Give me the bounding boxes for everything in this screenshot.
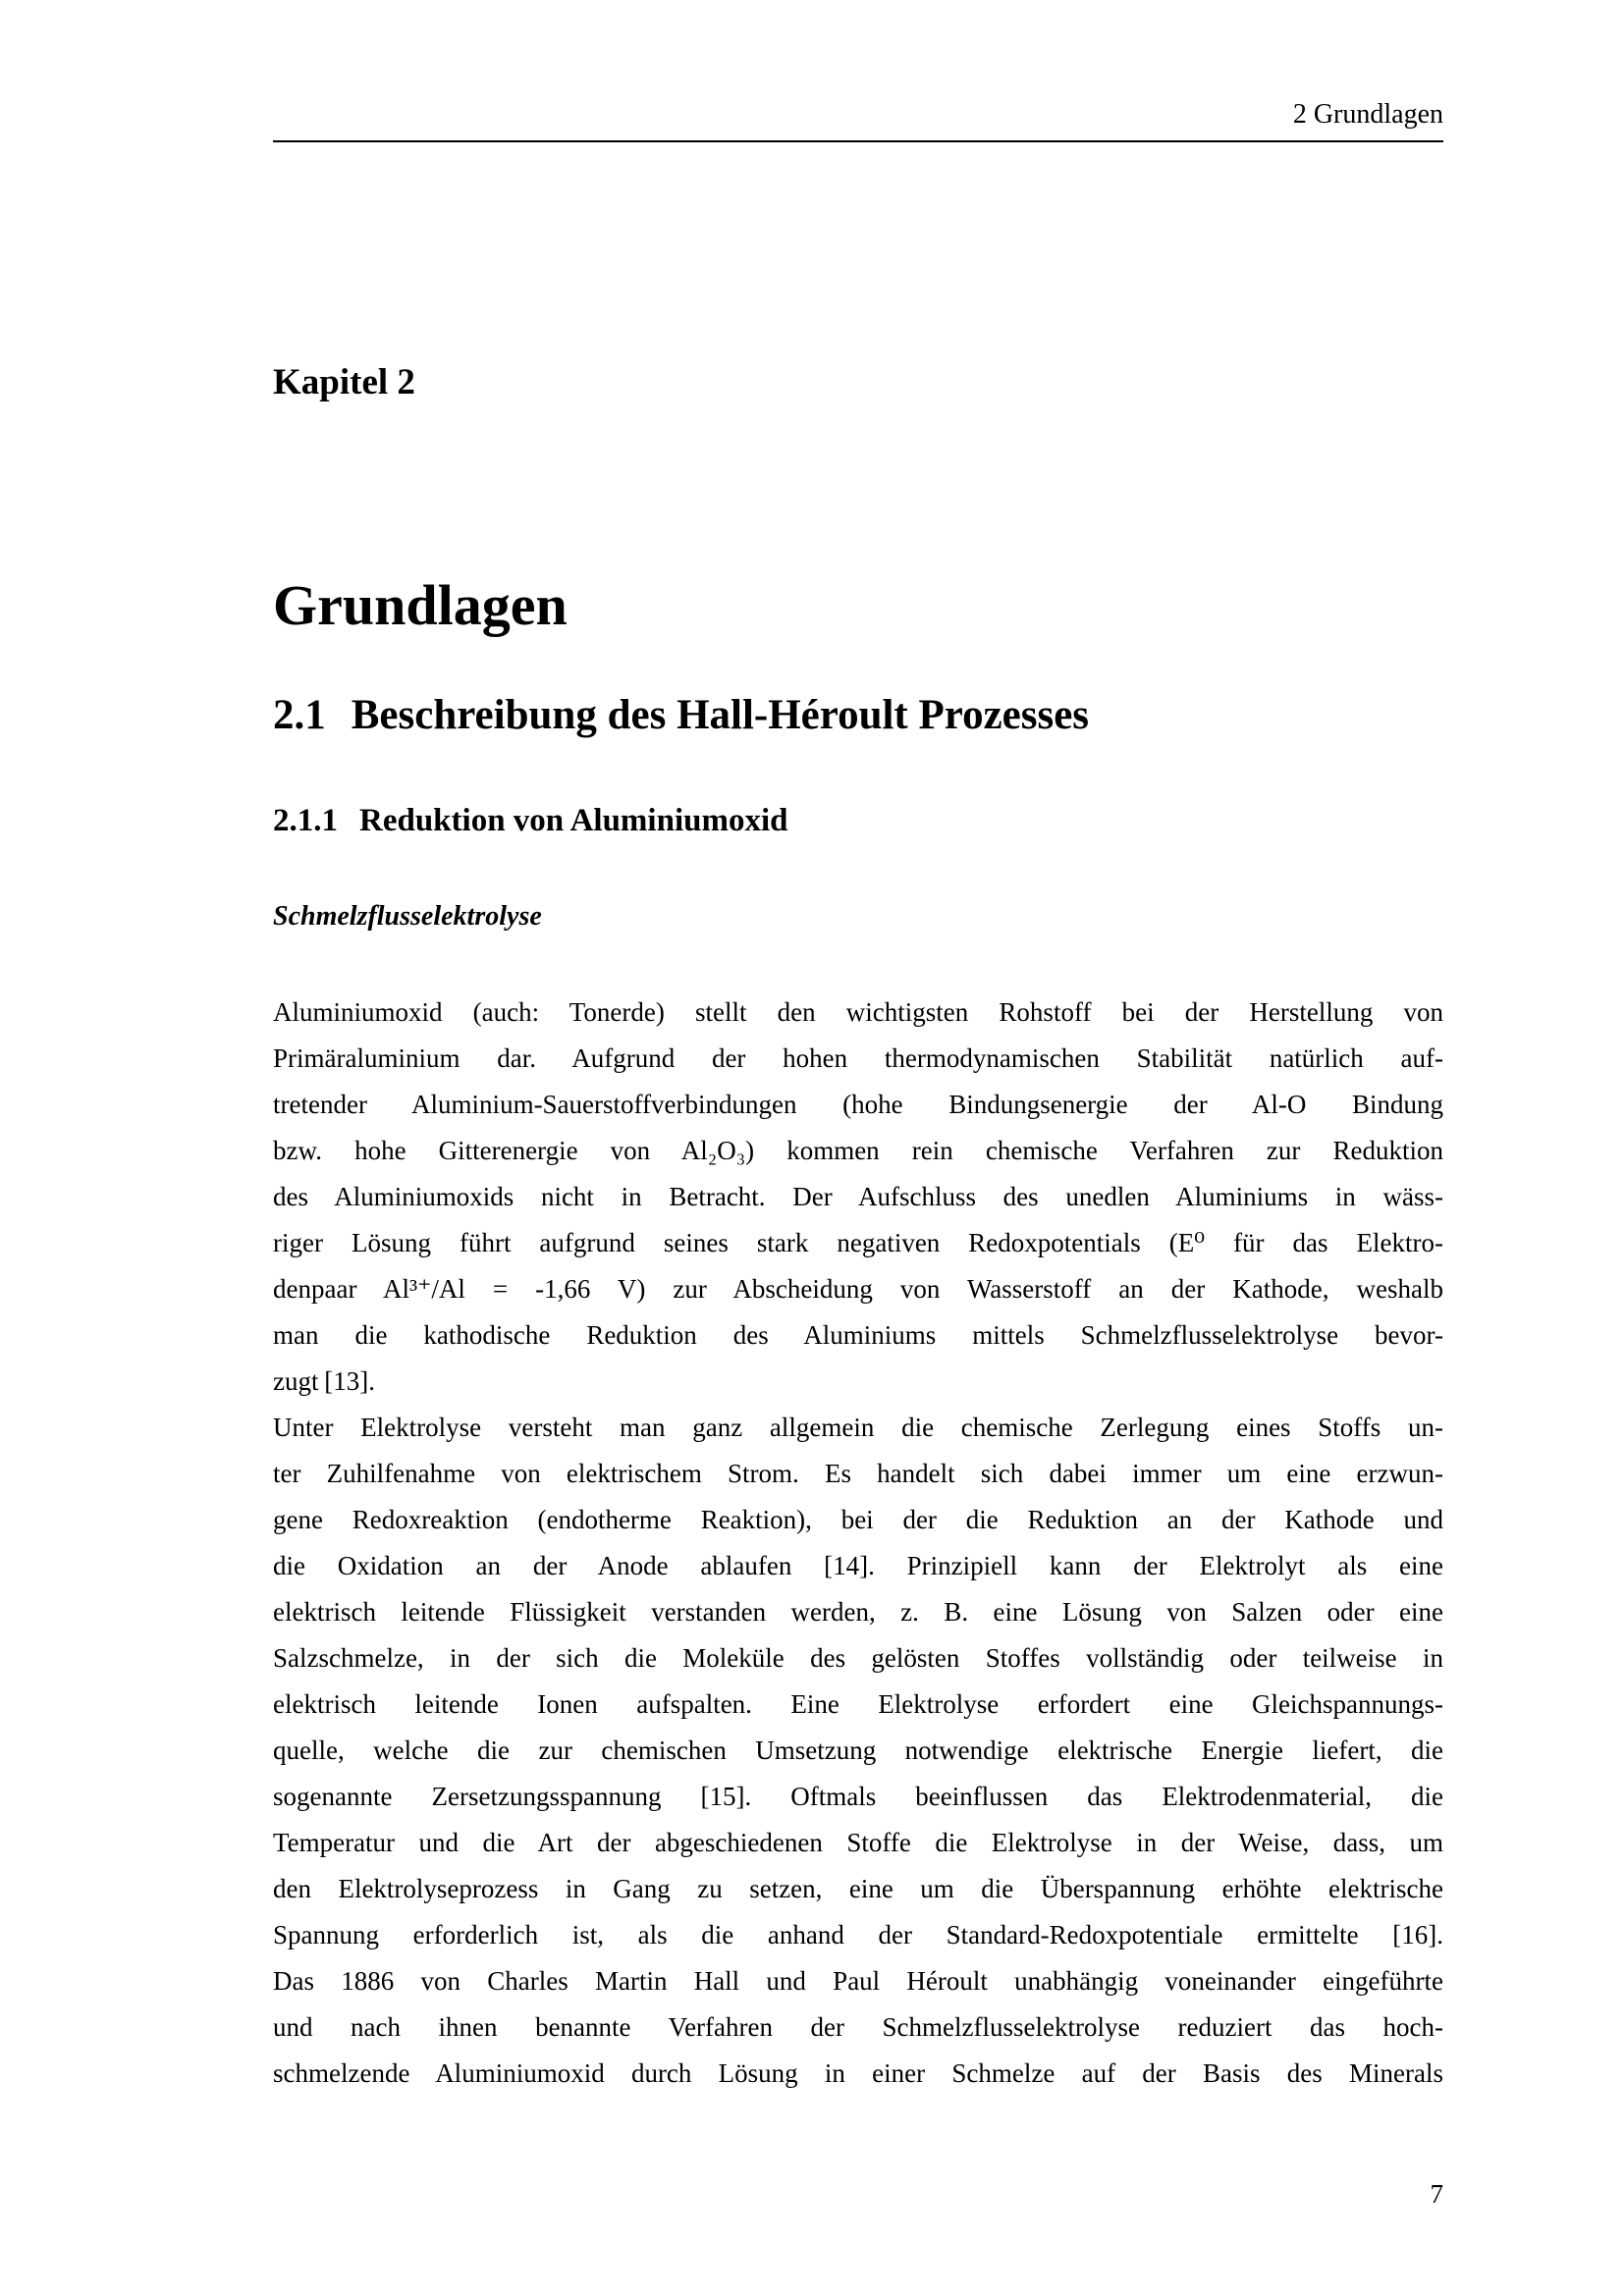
- text-line: quelle, welche die zur chemischen Umsetzung notwendige elektrische Energie liefert, die: [273, 1735, 1443, 1765]
- text-line: den Elektrolyseprozess in Gang zu setzen, eine um die Überspannung erhöhte elektrische: [273, 1874, 1443, 1903]
- text-line: elektrisch leitende Ionen aufspalten. Eine Elektrolyse erfordert eine Gleichspannungs-: [273, 1689, 1443, 1719]
- text-line: elektrisch leitende Flüssigkeit verstanden werden, z. B. eine Lösung von Salzen oder eine: [273, 1597, 1443, 1627]
- text-line: Unter Elektrolyse versteht man ganz allgemein die chemische Zerlegung eines Stoffs un-: [273, 1413, 1443, 1442]
- paragraph-2: [273, 1405, 1443, 2097]
- section-number: 2.1: [273, 692, 326, 738]
- subsection-title: Reduktion von Aluminiumoxid: [359, 803, 788, 838]
- text-line: Salzschmelze, in der sich die Moleküle des gelösten Stoffes vollständig oder teilweise in: [273, 1643, 1443, 1673]
- text-line: gene Redoxreaktion (endotherme Reaktion), bei der die Reduktion an der Kathode und: [273, 1505, 1443, 1534]
- text-line: sogenannte Zersetzungsspannung [15]. Oftmals beeinflussen das Elektrodenmaterial, die: [273, 1782, 1443, 1811]
- text-line: schmelzende Aluminiumoxid durch Lösung in einer Schmelze auf der Basis des Minerals: [273, 2058, 1443, 2088]
- text-line: Das 1886 von Charles Martin Hall und Paul Héroult unabhängig voneinander eingeführte: [273, 1966, 1443, 1996]
- paragraph-1: [273, 989, 1443, 1405]
- text-line: Primäraluminium dar. Aufgrund der hohen thermodynamischen Stabilität natürlich auf-: [273, 1043, 1443, 1073]
- text-line: zugt [13].: [273, 1366, 375, 1396]
- text-line: Temperatur und die Art der abgeschiedenen Stoffe die Elektrolyse in der Weise, dass, um: [273, 1828, 1443, 1857]
- text-line: die Oxidation an der Anode ablaufen [14]. Prinzipiell kann der Elektrolyt als eine: [273, 1551, 1443, 1580]
- text-line: bzw. hohe Gitterenergie von Al₂O₃) kommen rein chemische Verfahren zur Reduktion: [273, 1136, 1443, 1165]
- text-line: Aluminiumoxid (auch: Tonerde) stellt den wichtigsten Rohstoff bei der Herstellung von: [273, 997, 1443, 1027]
- chapter-kicker: Kapitel 2: [273, 362, 415, 402]
- text-line: ter Zuhilfenahme von elektrischem Strom. Es handelt sich dabei immer um eine erzwun-: [273, 1459, 1443, 1488]
- text-line: und nach ihnen benannte Verfahren der Schmelzflusselektrolyse reduziert das hoch-: [273, 2012, 1443, 2042]
- running-header: [273, 98, 1443, 132]
- text-line: Spannung erforderlich ist, als die anhand der Standard-Redoxpotentiale ermittelte [16].: [273, 1920, 1443, 1949]
- subsection-number: 2.1.1: [273, 803, 338, 838]
- body-text: [273, 989, 1443, 2097]
- text-line: des Aluminiumoxids nicht in Betracht. Der Aufschluss des unedlen Aluminiums in wäss-: [273, 1182, 1443, 1211]
- text-line: denpaar Al³⁺/Al = -1,66 V) zur Abscheidung von Wasserstoff an der Kathode, weshalb: [273, 1274, 1443, 1304]
- text-line: riger Lösung führt aufgrund seines stark negativen Redoxpotentials (E⁰ für das Elektro-: [273, 1228, 1443, 1257]
- section-heading: [273, 691, 1443, 739]
- page-number: 7: [1430, 2179, 1443, 2209]
- running-header-text: 2 Grundlagen: [1292, 99, 1443, 130]
- chapter-title: Grundlagen: [273, 573, 568, 637]
- text-line: man die kathodische Reduktion des Aluminiums mittels Schmelzflusselektrolyse bevor-: [273, 1320, 1443, 1350]
- paragraph-run-in-heading: Schmelzflusselektrolyse: [273, 901, 542, 932]
- section-title: Beschreibung des Hall-Héroult Prozesses: [351, 692, 1090, 738]
- text-line: tretender Aluminium-Sauerstoffverbindungen (hohe Bindungsenergie der Al-O Bindung: [273, 1090, 1443, 1119]
- header-rule: [273, 140, 1443, 142]
- subsection-heading: [273, 803, 1443, 839]
